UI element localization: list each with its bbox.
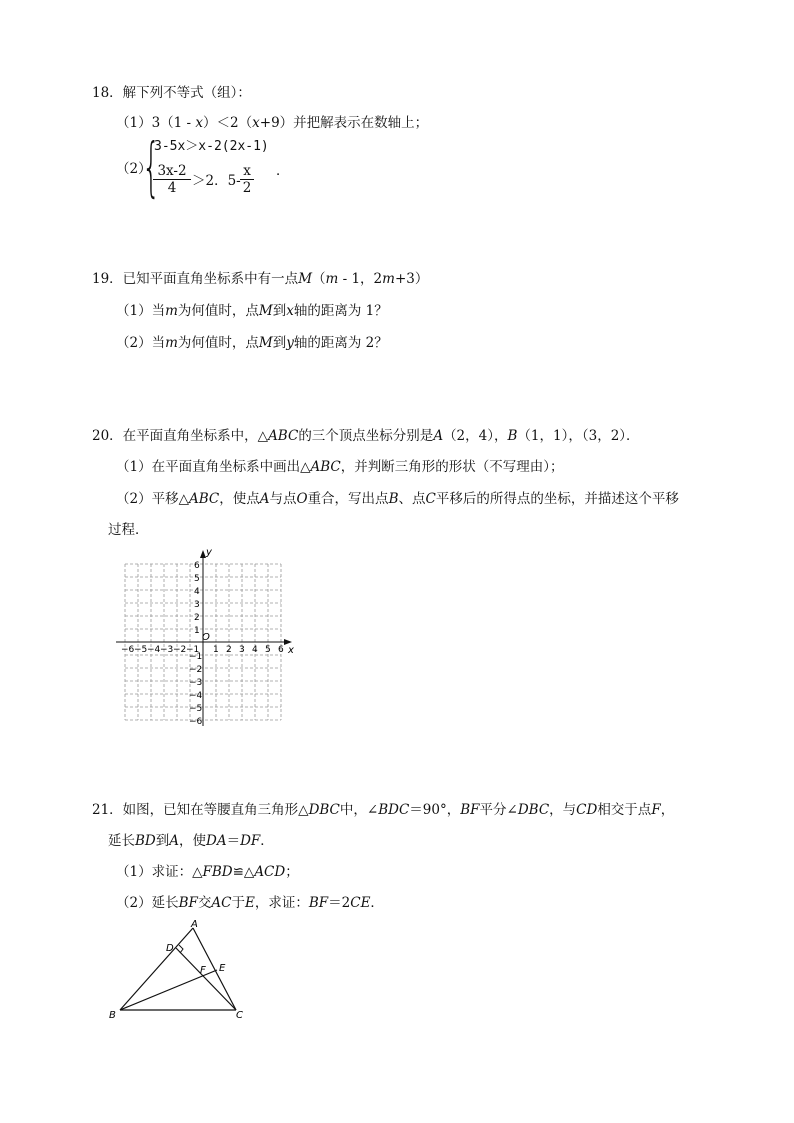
label-D: D bbox=[166, 943, 174, 954]
x-tick-label: 4 bbox=[252, 645, 258, 655]
segment-BA bbox=[120, 928, 193, 1010]
q19-part1: （1）当m为何值时，点M到x轴的距离为 1？ bbox=[116, 303, 388, 319]
system-brace: { bbox=[142, 131, 161, 205]
y-tick-label: −5 bbox=[189, 704, 203, 714]
q18-part1: （1）3（1 - x）＜2（x+9）并把解表示在数轴上； bbox=[116, 115, 429, 131]
label-F: F bbox=[200, 965, 206, 976]
coordinate-grid bbox=[112, 546, 312, 736]
q18-title: 18．解下列不等式（组）： bbox=[92, 85, 251, 101]
x-tick-label: −1 bbox=[186, 645, 200, 655]
label-A: A bbox=[191, 919, 198, 930]
q18-system-end: ． bbox=[276, 163, 290, 179]
x-tick-label: −6 bbox=[121, 645, 135, 655]
q21-part2: （2）延长BF交AC于E，求证：BF＝2CE． bbox=[116, 895, 384, 911]
q18-system-line1: 3-5x＞x-2(2x-1) bbox=[154, 139, 269, 154]
x-tick-label: 2 bbox=[226, 645, 232, 655]
q18-fraction-2: $\frac{x}{2}$ bbox=[240, 163, 254, 196]
x-axis-label: x bbox=[288, 645, 294, 656]
y-tick-label: 4 bbox=[194, 587, 200, 597]
y-axis-label: y bbox=[206, 547, 212, 558]
q18-inequality-system bbox=[116, 131, 316, 205]
x-tick-label: 3 bbox=[239, 645, 245, 655]
y-tick-label: −2 bbox=[189, 665, 203, 675]
q20-title: 20．在平面直角坐标系中，△ABC的三个顶点坐标分别是A（2，4），B（1，1），（3，2）． bbox=[92, 428, 640, 444]
x-tick-label: −4 bbox=[147, 645, 161, 655]
q18-system-mid: ＞2．5- bbox=[192, 173, 241, 189]
y-tick-label: 1 bbox=[194, 626, 200, 636]
x-tick-label: 5 bbox=[265, 645, 271, 655]
x-tick-label: 1 bbox=[213, 645, 219, 655]
label-E: E bbox=[219, 963, 226, 974]
q19-part2: （2）当m为何值时，点M到y轴的距离为 2？ bbox=[116, 335, 388, 351]
q21-line2: 延长BD到A，使DA＝DF． bbox=[108, 833, 274, 849]
q19-title: 19．已知平面直角坐标系中有一点M（m - 1，2m+3） bbox=[92, 271, 429, 287]
q18-part2-label: （2） bbox=[116, 161, 152, 177]
y-tick-label: 5 bbox=[194, 574, 200, 584]
origin-label: O bbox=[202, 632, 210, 643]
q20-part1: （1）在平面直角坐标系中画出△ABC，并判断三角形的形状（不写理由）； bbox=[116, 459, 564, 475]
q21-part1: （1）求证：△FBD≌△ACD； bbox=[116, 864, 299, 880]
label-C: C bbox=[236, 1010, 243, 1021]
q20-part2-continued: 过程． bbox=[108, 522, 149, 538]
y-tick-label: 6 bbox=[194, 561, 200, 571]
q18-fraction-1: $\frac{3x-2}{4}$ bbox=[153, 163, 191, 196]
x-tick-label: −2 bbox=[173, 645, 187, 655]
segment-DC bbox=[176, 948, 236, 1010]
y-tick-label: −1 bbox=[189, 652, 203, 662]
y-tick-label: −3 bbox=[189, 678, 203, 688]
y-tick-label: 2 bbox=[194, 613, 200, 623]
segment-BE bbox=[120, 970, 217, 1010]
label-B: B bbox=[109, 1010, 116, 1021]
q20-part2: （2）平移△ABC，使点A与点O重合，写出点B、点C平移后的所得点的坐标，并描述这个平移 bbox=[116, 491, 679, 507]
x-tick-label: 6 bbox=[278, 645, 284, 655]
y-tick-label: −4 bbox=[189, 691, 203, 701]
q21-line1: 21．如图，已知在等腰直角三角形△DBC中，∠BDC＝90°，BF平分∠DBC，与CD相交于点F， bbox=[92, 802, 675, 818]
x-tick-label: −3 bbox=[160, 645, 174, 655]
y-tick-label: 3 bbox=[194, 600, 200, 610]
triangle-figure bbox=[104, 918, 274, 1028]
x-tick-label: −5 bbox=[134, 645, 148, 655]
y-tick-label: −6 bbox=[189, 717, 203, 727]
